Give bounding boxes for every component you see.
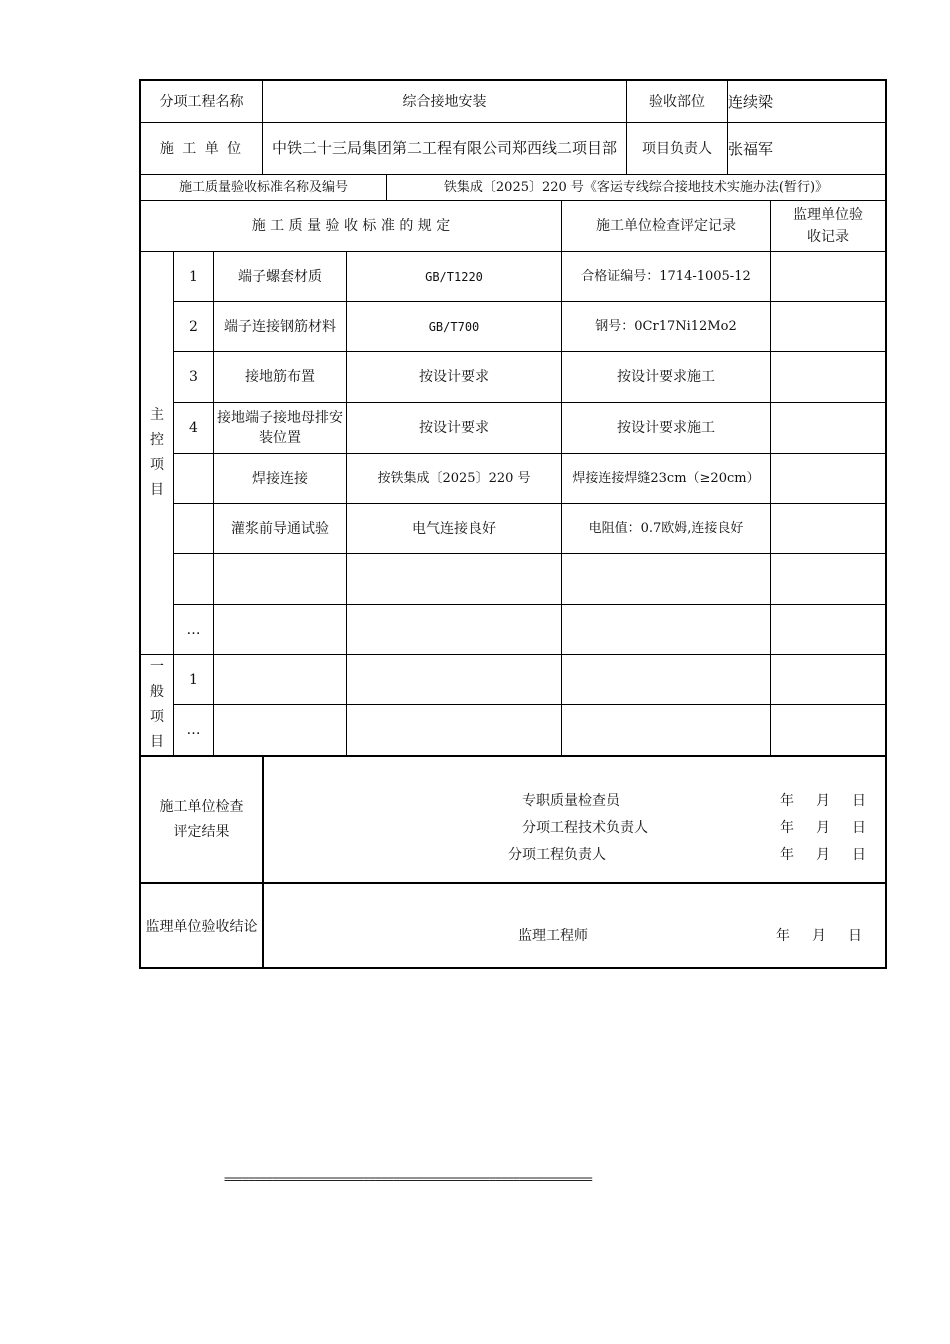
date-year: 年: [780, 820, 794, 836]
row-line: [141, 654, 885, 655]
item-record: 按设计要求施工: [617, 420, 715, 436]
item-name: 端子连接钢筋材料: [224, 318, 336, 335]
row-line: [173, 704, 885, 705]
date-year: 年: [780, 847, 794, 863]
date-day: 日: [848, 928, 862, 944]
item-record: 合格证编号：1714-1005-12: [581, 268, 751, 284]
row-number: 1: [189, 671, 198, 688]
item-name: 灌浆前导通试验: [231, 520, 329, 537]
date-year: 年: [776, 928, 790, 944]
date-day: 日: [852, 793, 866, 809]
item-standard: 电气连接良好: [412, 520, 496, 537]
acceptance-part-label: 验收部位: [649, 93, 705, 110]
project-name-value: 综合接地安装: [402, 93, 487, 110]
date-month: 月: [816, 820, 830, 836]
item-record: 钢号：0Cr17Ni12Mo2: [595, 318, 737, 334]
general-items-group-label: [141, 655, 173, 755]
item-standard: 按设计要求: [419, 369, 489, 385]
column-header-record: 施工单位检查评定记录: [596, 218, 736, 234]
date-day: 日: [852, 847, 866, 863]
group-label-char: 般: [150, 684, 164, 700]
group-label-char: 控: [150, 432, 164, 448]
date-day: 日: [852, 820, 866, 836]
supervision-conclusion-label: 监理单位验收结论: [145, 918, 258, 935]
standard-label: 施工质量验收标准名称及编号: [178, 179, 348, 195]
group-label-char: 主: [150, 407, 164, 423]
item-name: 端子螺套材质: [238, 268, 322, 285]
group-label-char: 项: [150, 709, 164, 725]
col-line: [262, 755, 264, 969]
item-standard: GB/T1220: [425, 269, 483, 284]
project-name-label: 分项工程名称: [159, 93, 244, 110]
group-label-char: 项: [150, 457, 164, 473]
row-number: …: [186, 621, 201, 638]
row-number: 1: [189, 268, 198, 285]
item-name: 接地端子接地母排安装位置: [217, 410, 343, 446]
signer-technical-lead: 分项工程技术负责人: [522, 820, 648, 836]
acceptance-form: [139, 79, 887, 969]
separator-line: =============================================================: [224, 1172, 592, 1186]
date-month: 月: [816, 847, 830, 863]
row-number: [174, 554, 213, 604]
row-line: [173, 604, 885, 605]
row-number: 2: [189, 318, 198, 335]
date-month: 月: [812, 928, 826, 944]
date-year: 年: [780, 793, 794, 809]
row-line: [173, 553, 885, 554]
item-record: 电阻值：0.7欧姆,连接良好: [588, 520, 744, 536]
row-number: 4: [189, 420, 198, 436]
row-number: [174, 504, 213, 553]
item-name: 焊接连接: [252, 470, 308, 487]
item-standard: 按铁集成〔2025〕220 号: [377, 470, 531, 486]
item-standard: GB/T700: [428, 319, 480, 334]
column-header-standard: 施 工 质 量 验 收 标 准 的 规 定: [251, 218, 451, 234]
item-record: 焊接连接焊缝23cm（≥20cm）: [572, 470, 760, 486]
signer-supervising-engineer: 监理工程师: [518, 928, 588, 944]
project-leader-label: 项目负责人: [642, 140, 712, 157]
col-line: [770, 200, 771, 755]
row-number: …: [186, 722, 201, 738]
signer-project-lead: 分项工程负责人: [508, 847, 606, 863]
acceptance-part-value: 连续梁: [728, 92, 774, 111]
item-record: 按设计要求施工: [617, 369, 715, 385]
group-label-char: 目: [150, 482, 164, 498]
column-header-supervisor: 监理单位验收记录: [793, 207, 863, 245]
group-label-char: 一: [150, 659, 164, 675]
main-items-group-label: [141, 252, 173, 654]
project-leader-value: 张福军: [728, 139, 774, 158]
standard-value: 铁集成〔2025〕220 号《客运专线综合接地技术实施办法(暂行)》: [443, 179, 829, 195]
item-standard: 按设计要求: [419, 420, 489, 436]
construction-unit-value: 中铁二十三局集团第二工程有限公司郑西线二项目部: [271, 139, 617, 157]
date-month: 月: [816, 793, 830, 809]
signer-quality-inspector: 专职质量检查员: [522, 793, 620, 809]
inspection-result-label: 施工单位检查评定结果: [159, 798, 244, 840]
group-label-char: 目: [150, 734, 164, 750]
item-name: 接地筋布置: [245, 369, 315, 385]
row-number: [174, 454, 213, 503]
row-number: 3: [189, 369, 198, 385]
construction-unit-label: 施 工 单 位: [159, 140, 244, 157]
